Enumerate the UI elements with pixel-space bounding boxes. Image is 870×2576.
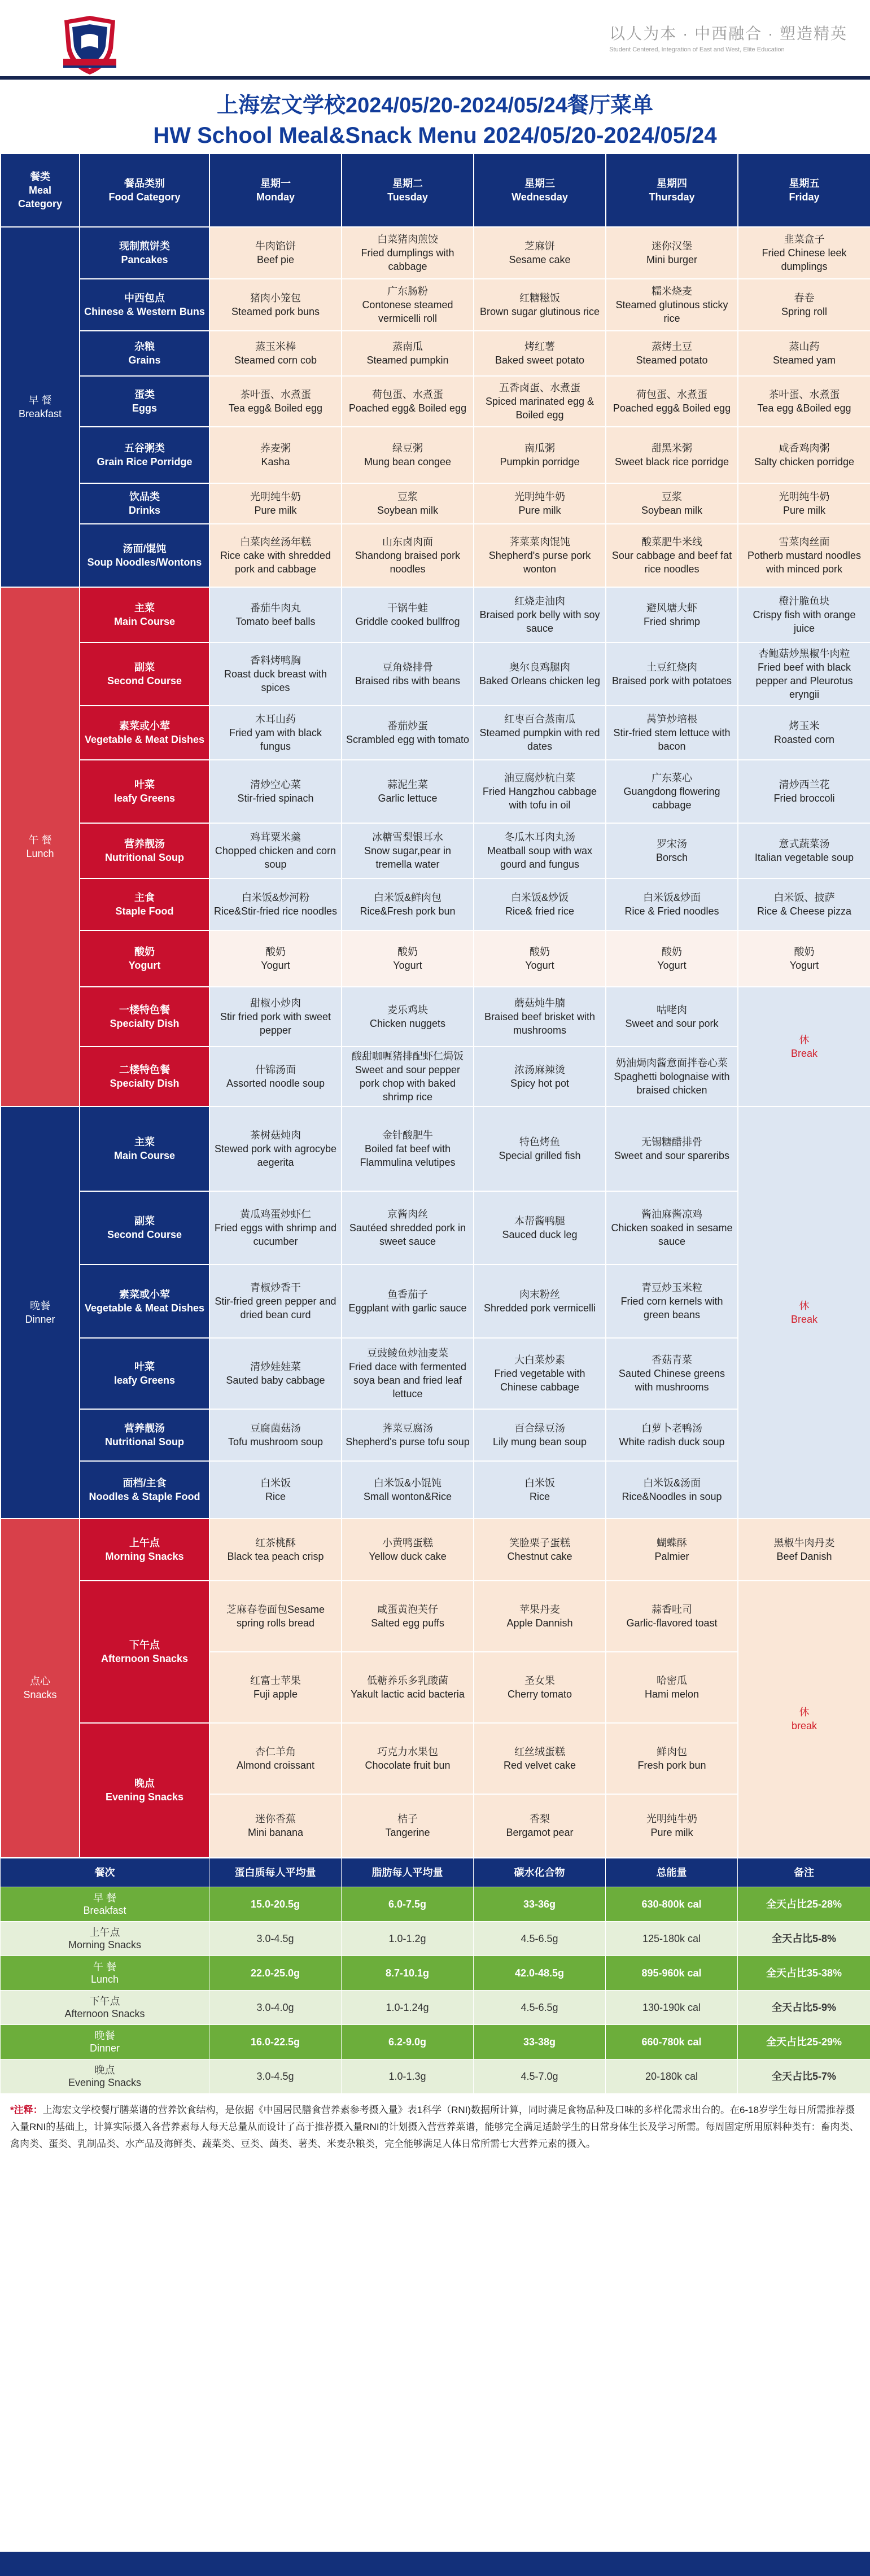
lunch-dish: 酸奶 Yogurt (474, 930, 606, 987)
lunch-dish: 干锅牛蛙 Griddle cooked bullfrog (342, 587, 474, 642)
breakfast-dish: 牛肉馅饼 Beef pie (209, 227, 342, 279)
breakfast-row (1, 427, 870, 483)
breakfast-dish: 白菜猪肉煎饺 Fried dumplings with cabbage (342, 227, 474, 279)
breakfast-dish: 芝麻饼 Sesame cake (474, 227, 606, 279)
snacks-meal-label: 点心 Snacks (1, 1519, 80, 1857)
nutrition-carb: 4.5-6.5g (474, 1922, 606, 1956)
breakfast-dish: 糯米烧麦 Steamed glutinous sticky rice (606, 279, 738, 331)
snacks-dish: 杏仁羊角 Almond croissant (209, 1723, 342, 1794)
breakfast-category: 中西包点 Chinese & Western Buns (80, 279, 209, 331)
nutrition-fat: 1.0-1.2g (342, 1922, 474, 1956)
nutrition-fat: 6.0-7.5g (342, 1887, 474, 1922)
nutrition-carb: 4.5-6.5g (474, 1991, 606, 2025)
snacks-category: 上午点 Morning Snacks (80, 1519, 209, 1581)
footnote (0, 2094, 870, 2158)
lunch-dish: 清炒西兰花 Fried broccoli (738, 760, 870, 823)
nut-col-carb: 碳水化合物 (474, 1858, 606, 1887)
lunch-category: 二楼特色餐 Specialty Dish (80, 1047, 209, 1107)
nutrition-meal: 晚餐 Dinner (1, 2025, 209, 2059)
nutrition-energy: 660-780k cal (606, 2025, 738, 2059)
dinner-dish: 白米饭 Rice (474, 1461, 606, 1519)
breakfast-dish: 光明纯牛奶 Pure milk (209, 483, 342, 524)
nutrition-fat: 8.7-10.1g (342, 1956, 474, 1991)
lunch-dish: 木耳山药 Fried yam with black fungus (209, 706, 342, 760)
lunch-dish: 烤玉米 Roasted corn (738, 706, 870, 760)
breakfast-category: 蛋类 Eggs (80, 376, 209, 427)
lunch-category: 酸奶 Yogurt (80, 930, 209, 987)
col-thursday: 星期四 Thursday (606, 154, 738, 227)
snacks-dish: 苹果丹麦 Apple Dannish (474, 1581, 606, 1652)
lunch-dish: 奥尔良鸡腿肉 Baked Orleans chicken leg (474, 642, 606, 706)
nutrition-row (1, 1956, 870, 1991)
lunch-dish: 番茄牛肉丸 Tomato beef balls (209, 587, 342, 642)
slogan-en: Student Centered, Integration of East and West, Elite Education (609, 46, 785, 53)
nutrition-fat: 6.2-9.0g (342, 2025, 474, 2059)
lunch-row (1, 823, 870, 878)
snacks-dish: 红富士苹果 Fuji apple (209, 1652, 342, 1723)
breakfast-category: 饮品类 Drinks (80, 483, 209, 524)
lunch-dish: 意式蔬菜汤 Italian vegetable soup (738, 823, 870, 878)
nut-col-fat: 脂肪每人平均量 (342, 1858, 474, 1887)
dinner-dish: 本帮酱鸭腿 Sauced duck leg (474, 1191, 606, 1265)
nut-col-protein: 蛋白质每人平均量 (209, 1858, 342, 1887)
dinner-category: 副菜 Second Course (80, 1191, 209, 1265)
snacks-dish: 小黄鸭蛋糕 Yellow duck cake (342, 1519, 474, 1581)
lunch-dish: 什锦汤面 Assorted noodle soup (209, 1047, 342, 1107)
lunch-dish: 红烧走油肉 Braised pork belly with soy sauce (474, 587, 606, 642)
snacks-row (1, 1581, 870, 1652)
nutrition-carb: 42.0-48.5g (474, 1956, 606, 1991)
nut-col-energy: 总能量 (606, 1858, 738, 1887)
lunch-dish: 白米饭&炒饭 Rice& fried rice (474, 878, 606, 930)
breakfast-dish: 蒸烤土豆 Steamed potato (606, 331, 738, 376)
col-tuesday: 星期二 Tuesday (342, 154, 474, 227)
dinner-category: 面档/主食 Noodles & Staple Food (80, 1461, 209, 1519)
nutrition-row (1, 2025, 870, 2059)
dinner-dish: 金针酸肥牛 Boiled fat beef with Flammulina velutipes (342, 1107, 474, 1191)
nut-col-meal: 餐次 (1, 1858, 209, 1887)
dinner-dish: 京酱肉丝 Sautéed shredded pork in sweet sauce (342, 1191, 474, 1265)
snacks-dish: 哈密瓜 Hami melon (606, 1652, 738, 1723)
dinner-category: 主菜 Main Course (80, 1107, 209, 1191)
nutrition-protein: 3.0-4.5g (209, 1922, 342, 1956)
dinner-dish: 清炒娃娃菜 Sauted baby cabbage (209, 1338, 342, 1409)
dinner-dish: 青椒炒香干 Stir-fried green pepper and dried bean curd (209, 1265, 342, 1338)
snacks-dish: 红茶桃酥 Black tea peach crisp (209, 1519, 342, 1581)
lunch-dish: 冰糖雪梨银耳水 Snow sugar,pear in tremella water (342, 823, 474, 878)
lunch-dish: 奶油焗肉酱意面拌卷心菜 Spaghetti bolognaise with braised chicken (606, 1047, 738, 1107)
page-header (0, 0, 870, 76)
nutrition-note: 全天占比5-7% (738, 2059, 870, 2094)
menu-header-row (1, 154, 870, 227)
snacks-dish: 红丝绒蛋糕 Red velvet cake (474, 1723, 606, 1794)
snacks-dish: 光明纯牛奶 Pure milk (606, 1794, 738, 1857)
dinner-dish: 酱油麻酱凉鸡 Chicken soaked in sesame sauce (606, 1191, 738, 1265)
nutrition-row (1, 2059, 870, 2094)
lunch-dish: 橙汁脆鱼块 Crispy fish with orange juice (738, 587, 870, 642)
lunch-dish: 避风塘大虾 Fried shrimp (606, 587, 738, 642)
lunch-dish: 白米饭&炒面 Rice & Fried noodles (606, 878, 738, 930)
col-friday: 星期五 Friday (738, 154, 870, 227)
lunch-row (1, 706, 870, 760)
dinner-meal-label: 晚餐 Dinner (1, 1107, 80, 1519)
lunch-dish: 酸奶 Yogurt (342, 930, 474, 987)
slogan-cn: 以人为本 · 中西融合 · 塑造精英 (609, 25, 847, 42)
footnote-text: 上海宏文学校餐厅膳菜谱的营养饮食结构，是依据《中国居民膳食营养素参考摄入量》表1科学（RNI)数据所计算，同时满足食物品种及口味的多样化需求出台的。在6-18岁学生每日所需推荐摄入量RNI的基础上，计算实际摄入各营养素每人每天总量从而设计了高于推荐摄入量RNI的计划摄入营营养菜谱，能够完全满足适龄学生的日常身体生长及学习所需。每周固定所用原料种类有：畜肉类、禽肉类、蛋类、乳制品类、水产品及海鲜类、蔬菜类、豆类、菌类、薯类、米麦杂粮类，完全能够满足人体日常所需七大营养元素的摄入。 (10, 2105, 859, 2149)
lunch-dish: 土豆红烧肉 Braised pork with potatoes (606, 642, 738, 706)
snacks-dish: 鲜肉包 Fresh pork bun (606, 1723, 738, 1794)
dinner-dish: 特色烤鱼 Special grilled fish (474, 1107, 606, 1191)
col-meal-category: 餐类 Meal Category (1, 154, 80, 227)
lunch-dish: 甜椒小炒肉 Stir fried pork with sweet pepper (209, 987, 342, 1047)
lunch-dish: 白米饭&炒河粉 Rice&Stir-fried rice noodles (209, 878, 342, 930)
lunch-dish: 蘑菇炖牛腩 Braised beef brisket with mushrooms (474, 987, 606, 1047)
breakfast-dish: 绿豆粥 Mung bean congee (342, 427, 474, 483)
breakfast-dish: 山东卤肉面 Shandong braised pork noodles (342, 524, 474, 587)
snacks-dish: 蝴蝶酥 Palmier (606, 1519, 738, 1581)
lunch-dish: 香料烤鸭胸 Roast duck breast with spices (209, 642, 342, 706)
col-food-category: 餐品类别 Food Category (80, 154, 209, 227)
nutrition-meal: 早 餐 Breakfast (1, 1887, 209, 1922)
lunch-row (1, 878, 870, 930)
nutrition-protein: 15.0-20.5g (209, 1887, 342, 1922)
snacks-dish: 芝麻春卷面包Sesame spring rolls bread (209, 1581, 342, 1652)
dinner-dish: 豆腐菌菇汤 Tofu mushroom soup (209, 1409, 342, 1461)
lunch-dish: 蒜泥生菜 Garlic lettuce (342, 760, 474, 823)
breakfast-dish: 茶叶蛋、水煮蛋 Tea egg &Boiled egg (738, 376, 870, 427)
snacks-dish: 低糖养乐多乳酸菌 Yakult lactic acid bacteria (342, 1652, 474, 1723)
lunch-row (1, 760, 870, 823)
lunch-dish: 酸甜咖喱猪排配虾仁焗饭 Sweet and sour pepper pork chop with baked shrimp rice (342, 1047, 474, 1107)
breakfast-dish: 广东肠粉 Contonese steamed vermicelli roll (342, 279, 474, 331)
breakfast-dish: 五香卤蛋、水煮蛋 Spiced marinated egg & Boiled egg (474, 376, 606, 427)
snacks-category: 下午点 Afternoon Snacks (80, 1581, 209, 1723)
title-en: HW School Meal&Snack Menu 2024/05/20-2024/05/24 (153, 123, 717, 148)
breakfast-dish: 光明纯牛奶 Pure milk (474, 483, 606, 524)
breakfast-dish: 迷你汉堡 Mini burger (606, 227, 738, 279)
nut-col-note: 备注 (738, 1858, 870, 1887)
nutrition-fat: 1.0-1.24g (342, 1991, 474, 2025)
snacks-row (1, 1519, 870, 1581)
lunch-category: 素菜或小荤 Vegetable & Meat Dishes (80, 706, 209, 760)
dinner-dish: 百合绿豆汤 Lily mung bean soup (474, 1409, 606, 1461)
nutrition-energy: 125-180k cal (606, 1922, 738, 1956)
lunch-dish: 冬瓜木耳肉丸汤 Meatball soup with wax gourd and fungus (474, 823, 606, 878)
nutrition-meal: 晚点 Evening Snacks (1, 2059, 209, 2094)
nutrition-carb: 4.5-7.0g (474, 2059, 606, 2094)
lunch-dish: 豆角烧排骨 Braised ribs with beans (342, 642, 474, 706)
snacks-dish: 蒜香吐司 Garlic-flavored toast (606, 1581, 738, 1652)
breakfast-row (1, 524, 870, 587)
breakfast-dish: 蒸南瓜 Steamed pumpkin (342, 331, 474, 376)
col-monday: 星期一 Monday (209, 154, 342, 227)
breakfast-dish: 光明纯牛奶 Pure milk (738, 483, 870, 524)
lunch-category: 主食 Staple Food (80, 878, 209, 930)
breakfast-dish: 红糖糍饭 Brown sugar glutinous rice (474, 279, 606, 331)
nutrition-note: 全天占比35-38% (738, 1956, 870, 1991)
dinner-dish: 无锡糖醋排骨 Sweet and sour spareribs (606, 1107, 738, 1191)
lunch-dish: 清炒空心菜 Stir-fried spinach (209, 760, 342, 823)
breakfast-dish: 白菜肉丝汤年糕 Rice cake with shredded pork and cabbage (209, 524, 342, 587)
breakfast-dish: 南瓜粥 Pumpkin porridge (474, 427, 606, 483)
dinner-category: 营养靓汤 Nutritional Soup (80, 1409, 209, 1461)
dinner-dish: 白米饭&汤面 Rice&Noodles in soup (606, 1461, 738, 1519)
lunch-category: 一楼特色餐 Specialty Dish (80, 987, 209, 1047)
lunch-dish: 红枣百合蒸南瓜 Steamed pumpkin with red dates (474, 706, 606, 760)
breakfast-category: 五谷粥类 Grain Rice Porridge (80, 427, 209, 483)
snacks-dish: 圣女果 Cherry tomato (474, 1652, 606, 1723)
nutrition-meal: 下午点 Afternoon Snacks (1, 1991, 209, 2025)
breakfast-row (1, 376, 870, 427)
dinner-dish: 青豆炒玉米粒 Fried corn kernels with green beans (606, 1265, 738, 1338)
lunch-friday-break: 休 Break (738, 987, 870, 1107)
breakfast-dish: 豆浆 Soybean milk (342, 483, 474, 524)
breakfast-dish: 荠菜菜肉馄饨 Shepherd's purse pork wonton (474, 524, 606, 587)
lunch-dish: 罗宋汤 Borsch (606, 823, 738, 878)
school-slogan (609, 21, 847, 53)
lunch-dish: 酸奶 Yogurt (209, 930, 342, 987)
nutrition-note: 全天占比25-29% (738, 2025, 870, 2059)
breakfast-row (1, 483, 870, 524)
nutrition-energy: 895-960k cal (606, 1956, 738, 1991)
lunch-dish: 广东菜心 Guangdong flowering cabbage (606, 760, 738, 823)
nutrition-meal: 午 餐 Lunch (1, 1956, 209, 1991)
lunch-dish: 麦乐鸡块 Chicken nuggets (342, 987, 474, 1047)
dinner-dish: 茶树菇炖肉 Stewed pork with agrocybe aegerita (209, 1107, 342, 1191)
snacks-dish: 笑脸栗子蛋糕 Chestnut cake (474, 1519, 606, 1581)
dinner-category: 素菜或小荤 Vegetable & Meat Dishes (80, 1265, 209, 1338)
lunch-category: 副菜 Second Course (80, 642, 209, 706)
lunch-row (1, 587, 870, 642)
dinner-dish: 肉末粉丝 Shredded pork vermicelli (474, 1265, 606, 1338)
lunch-dish: 酸奶 Yogurt (738, 930, 870, 987)
breakfast-dish: 春卷 Spring roll (738, 279, 870, 331)
lunch-dish: 莴笋炒培根 Stir-fried stem lettuce with bacon (606, 706, 738, 760)
breakfast-dish: 蒸玉米棒 Steamed corn cob (209, 331, 342, 376)
school-crest-logo (59, 15, 121, 76)
snacks-dish: 咸蛋黄泡芙仔 Salted egg puffs (342, 1581, 474, 1652)
breakfast-category: 现制煎饼类 Pancakes (80, 227, 209, 279)
lunch-dish: 杏鲍菇炒黑椒牛肉粒 Fried beef with black pepper and Pleurotus eryngii (738, 642, 870, 706)
breakfast-dish: 甜黑米粥 Sweet black rice porridge (606, 427, 738, 483)
snacks-dish: 黑椒牛肉丹麦 Beef Danish (738, 1519, 870, 1581)
dinner-category: 叶菜 leafy Greens (80, 1338, 209, 1409)
dinner-dish: 白米饭 Rice (209, 1461, 342, 1519)
nutrition-header-row (1, 1858, 870, 1887)
breakfast-dish: 韭菜盒子 Fried Chinese leek dumplings (738, 227, 870, 279)
lunch-category: 营养靓汤 Nutritional Soup (80, 823, 209, 878)
lunch-category: 主菜 Main Course (80, 587, 209, 642)
footnote-lead: *注释： (10, 2105, 43, 2115)
col-wednesday: 星期三 Wednesday (474, 154, 606, 227)
dinner-dish: 白米饭&小馄饨 Small wonton&Rice (342, 1461, 474, 1519)
snacks-dish: 桔子 Tangerine (342, 1794, 474, 1857)
bottom-bar (0, 2552, 870, 2576)
nutrition-carb: 33-36g (474, 1887, 606, 1922)
dinner-dish: 大白菜炒素 Fried vegetable with Chinese cabbage (474, 1338, 606, 1409)
nutrition-table (0, 1858, 870, 2094)
breakfast-row (1, 279, 870, 331)
breakfast-dish: 雪菜肉丝面 Potherb mustard noodles with minced pork (738, 524, 870, 587)
breakfast-dish: 荞麦粥 Kasha (209, 427, 342, 483)
dinner-friday-break: 休 Break (738, 1107, 870, 1519)
lunch-dish: 白米饭、披萨 Rice & Cheese pizza (738, 878, 870, 930)
dinner-dish: 鱼香茄子 Eggplant with garlic sauce (342, 1265, 474, 1338)
snacks-category: 晚点 Evening Snacks (80, 1723, 209, 1857)
dinner-dish: 豆豉鲮鱼炒油麦菜 Fried dace with fermented soya bean and fried leaf lettuce (342, 1338, 474, 1409)
title-cn: 上海宏文学校2024/05/20-2024/05/24餐厅菜单 (216, 94, 654, 117)
nutrition-protein: 22.0-25.0g (209, 1956, 342, 1991)
lunch-dish: 油豆腐炒杭白菜 Fried Hangzhou cabbage with tofu in oil (474, 760, 606, 823)
dinner-dish: 黄瓜鸡蛋炒虾仁 Fried eggs with shrimp and cucumber (209, 1191, 342, 1265)
nutrition-fat: 1.0-1.3g (342, 2059, 474, 2094)
lunch-dish: 酸奶 Yogurt (606, 930, 738, 987)
nutrition-protein: 16.0-22.5g (209, 2025, 342, 2059)
lunch-dish: 白米饭&鲜肉包 Rice&Fresh pork bun (342, 878, 474, 930)
nutrition-row (1, 1922, 870, 1956)
nutrition-meal: 上午点 Morning Snacks (1, 1922, 209, 1956)
snacks-friday-break: 休 break (738, 1581, 870, 1857)
menu-titles (0, 80, 870, 153)
lunch-row (1, 930, 870, 987)
dinner-row (1, 1107, 870, 1191)
nutrition-energy: 130-190k cal (606, 1991, 738, 2025)
breakfast-row (1, 331, 870, 376)
breakfast-category: 汤面/馄饨 Soup Noodles/Wontons (80, 524, 209, 587)
breakfast-dish: 猪肉小笼包 Steamed pork buns (209, 279, 342, 331)
snacks-dish: 迷你香蕉 Mini banana (209, 1794, 342, 1857)
lunch-category: 叶菜 leafy Greens (80, 760, 209, 823)
snacks-dish: 巧克力水果包 Chocolate fruit bun (342, 1723, 474, 1794)
lunch-dish: 番茄炒蛋 Scrambled egg with tomato (342, 706, 474, 760)
nutrition-protein: 3.0-4.5g (209, 2059, 342, 2094)
lunch-row (1, 987, 870, 1047)
breakfast-dish: 荷包蛋、水煮蛋 Poached egg& Boiled egg (342, 376, 474, 427)
breakfast-dish: 荷包蛋、水煮蛋 Poached egg& Boiled egg (606, 376, 738, 427)
breakfast-dish: 酸菜肥牛米线 Sour cabbage and beef fat rice noodles (606, 524, 738, 587)
breakfast-dish: 茶叶蛋、水煮蛋 Tea egg& Boiled egg (209, 376, 342, 427)
breakfast-dish: 豆浆 Soybean milk (606, 483, 738, 524)
menu-table (0, 153, 870, 1858)
breakfast-dish: 蒸山药 Steamed yam (738, 331, 870, 376)
lunch-dish: 咕咾肉 Sweet and sour pork (606, 987, 738, 1047)
nutrition-row (1, 1991, 870, 2025)
snacks-dish: 香梨 Bergamot pear (474, 1794, 606, 1857)
breakfast-dish: 咸香鸡肉粥 Salty chicken porridge (738, 427, 870, 483)
nutrition-energy: 20-180k cal (606, 2059, 738, 2094)
breakfast-row (1, 227, 870, 279)
breakfast-dish: 烤红薯 Baked sweet potato (474, 331, 606, 376)
breakfast-category: 杂粮 Grains (80, 331, 209, 376)
nutrition-note: 全天占比5-8% (738, 1922, 870, 1956)
lunch-meal-label: 午 餐 Lunch (1, 587, 80, 1107)
nutrition-row (1, 1887, 870, 1922)
lunch-row (1, 642, 870, 706)
dinner-dish: 香菇青菜 Sauted Chinese greens with mushrooms (606, 1338, 738, 1409)
lunch-dish: 浓汤麻辣烫 Spicy hot pot (474, 1047, 606, 1107)
nutrition-carb: 33-38g (474, 2025, 606, 2059)
nutrition-protein: 3.0-4.0g (209, 1991, 342, 2025)
breakfast-meal-label: 早 餐 Breakfast (1, 227, 80, 587)
dinner-dish: 白萝卜老鸭汤 White radish duck soup (606, 1409, 738, 1461)
dinner-dish: 荠菜豆腐汤 Shepherd's purse tofu soup (342, 1409, 474, 1461)
nutrition-energy: 630-800k cal (606, 1887, 738, 1922)
nutrition-note: 全天占比5-9% (738, 1991, 870, 2025)
lunch-dish: 鸡茸粟米羹 Chopped chicken and corn soup (209, 823, 342, 878)
nutrition-note: 全天占比25-28% (738, 1887, 870, 1922)
